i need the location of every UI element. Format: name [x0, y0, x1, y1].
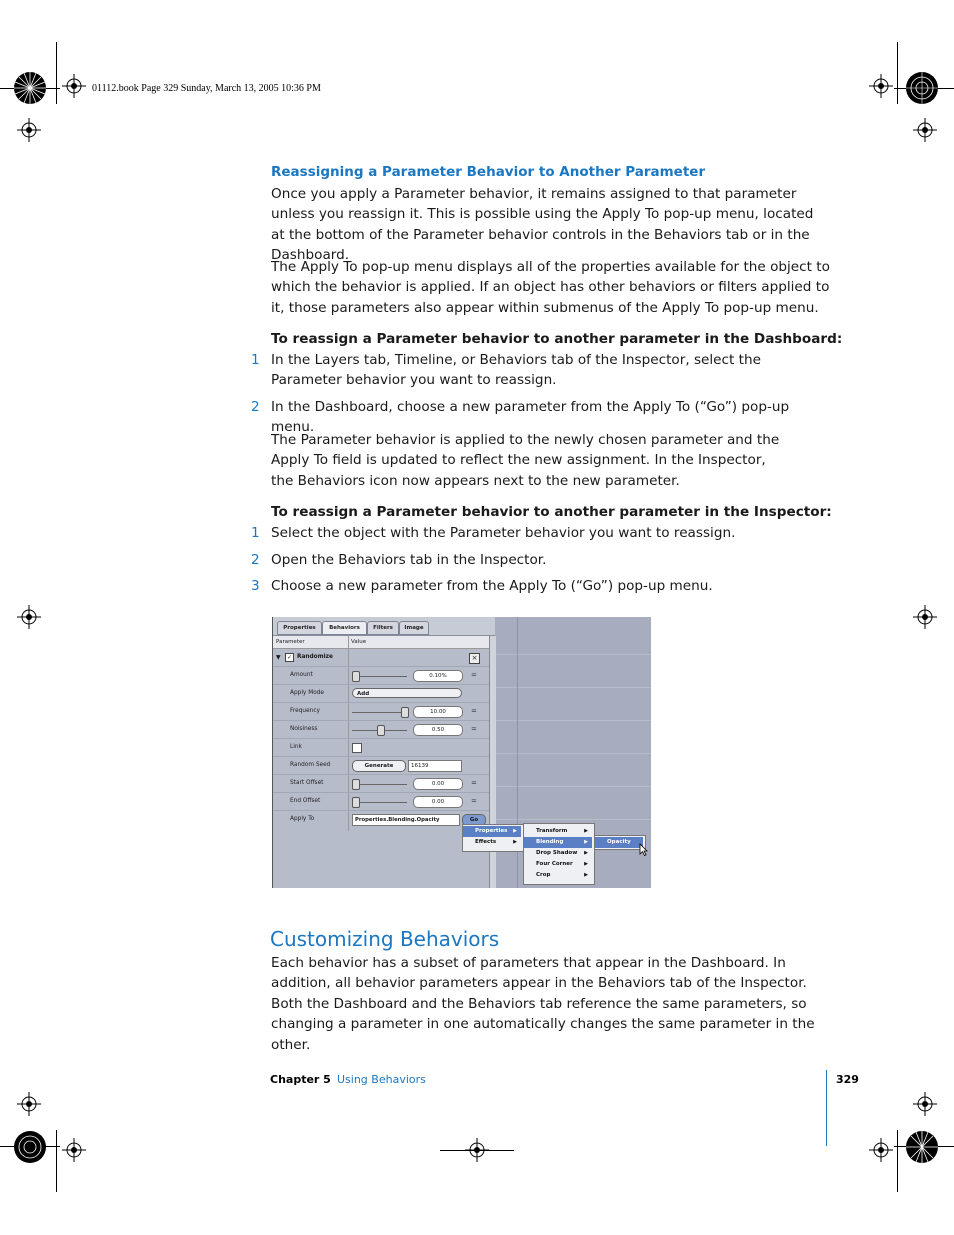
properties-submenu	[523, 823, 595, 885]
procedure-lead: To reassign a Parameter behavior to another parameter in the Dashboard:	[271, 331, 843, 347]
behavior-name: Randomize	[297, 654, 333, 660]
param-row-random-seed	[273, 757, 489, 775]
start-offset-field[interactable]: 0.00	[413, 778, 463, 790]
registration-crosshair-icon	[869, 74, 893, 98]
registration-crosshair-icon	[17, 118, 41, 142]
param-label: Random Seed	[290, 762, 331, 768]
step-number: 2	[251, 399, 260, 415]
footer-divider	[826, 1070, 827, 1146]
step-number: 1	[251, 525, 260, 541]
menu-item-label: Transform	[536, 828, 568, 834]
param-row-start-offset	[273, 775, 489, 793]
mouse-pointer-icon	[639, 843, 648, 856]
end-offset-slider[interactable]	[352, 802, 407, 803]
crop-mark	[897, 1130, 898, 1192]
crop-mark	[56, 42, 57, 104]
section-heading: Customizing Behaviors	[270, 927, 500, 951]
param-row-apply-to	[273, 811, 489, 828]
param-label: Noisiness	[290, 726, 318, 732]
generate-button[interactable]: Generate	[352, 760, 406, 772]
seed-field[interactable]: 16139	[408, 760, 462, 772]
noisiness-field[interactable]: 0.50	[413, 724, 463, 736]
step-text: Open the Behaviors tab in the Inspector.	[271, 552, 547, 568]
apply-to-menu	[462, 824, 524, 852]
param-label: Apply To	[290, 816, 315, 822]
keyframe-icon[interactable]: =	[471, 725, 477, 733]
menu-item-opacity[interactable]: Opacity	[595, 837, 643, 848]
crop-mark	[56, 1130, 57, 1192]
step-text: In the Dashboard, choose a new parameter from the Apply To (“Go”) pop-up menu.	[271, 399, 790, 436]
step-text: Select the object with the Parameter behavior you want to reassign.	[271, 525, 736, 541]
menu-item-label: Four Corner	[536, 861, 573, 867]
submenu-arrow-icon: ▶	[584, 850, 588, 856]
tab-image[interactable]: Image	[399, 621, 429, 635]
amount-field[interactable]: 0.10%	[413, 670, 463, 682]
keyframe-icon[interactable]: =	[471, 707, 477, 715]
subsection-heading: Reassigning a Parameter Behavior to Another Parameter	[271, 164, 706, 180]
registration-crosshair-icon	[913, 1092, 937, 1116]
registration-crosshair-icon	[62, 1138, 86, 1162]
submenu-arrow-icon: ▶	[584, 828, 588, 834]
apply-mode-popup[interactable]: Add	[352, 688, 462, 698]
menu-item-label: Drop Shadow	[536, 850, 578, 856]
param-label: Start Offset	[290, 780, 324, 786]
crop-mark	[897, 42, 898, 104]
tab-behaviors[interactable]: Behaviors	[322, 621, 367, 635]
step-text: In the Layers tab, Timeline, or Behaviors tab of the Inspector, select the Parameter behavior you want to reassign.	[271, 352, 761, 389]
param-label: Amount	[290, 672, 313, 678]
crop-mark	[440, 1150, 514, 1151]
slider-knob[interactable]	[377, 725, 385, 736]
param-row-amount	[273, 667, 489, 685]
print-header-stamp: 01112.book Page 329 Sunday, March 13, 2005 10:36 PM	[92, 83, 321, 94]
step-number: 1	[251, 352, 260, 368]
tab-filters[interactable]: Filters	[367, 621, 399, 635]
intro-paragraph: The Apply To pop-up menu displays all of the properties available for the object to which the behavior is applied. If an object has other behaviors or filters applied to it, those parameters also appear within submenus of the Apply To pop-up menu.	[271, 259, 830, 316]
procedure-lead: To reassign a Parameter behavior to another parameter in the Inspector:	[271, 504, 832, 520]
slider-knob[interactable]	[352, 797, 360, 808]
go-popup-button[interactable]: Go	[462, 814, 486, 826]
submenu-arrow-icon: ▶	[584, 872, 588, 878]
footer-chapter: Chapter 5	[270, 1073, 331, 1086]
menu-item-label: Blending	[536, 839, 564, 845]
inspector-screenshot	[272, 617, 651, 888]
slider-knob[interactable]	[352, 779, 360, 790]
menu-item-effects[interactable]	[463, 837, 521, 848]
footer-chapter-title: Using Behaviors	[337, 1073, 426, 1086]
starburst-target-icon	[905, 1130, 939, 1164]
enable-checkbox[interactable]: ✓	[286, 654, 293, 661]
keyframe-icon[interactable]: =	[471, 671, 477, 679]
frequency-slider[interactable]	[352, 712, 407, 713]
registration-crosshair-icon	[17, 605, 41, 629]
menu-item-drop-shadow[interactable]	[524, 848, 592, 859]
param-label: End Offset	[290, 798, 321, 804]
slider-knob[interactable]	[352, 671, 360, 682]
param-label: Apply Mode	[290, 690, 325, 696]
param-row-apply-mode	[273, 685, 489, 703]
param-label: Link	[290, 744, 302, 750]
concentric-target-icon	[13, 1130, 47, 1164]
menu-item-four-corner[interactable]	[524, 859, 592, 870]
keyframe-icon[interactable]: =	[471, 779, 477, 787]
step-number: 2	[251, 552, 260, 568]
tab-bar	[273, 617, 495, 636]
keyframe-icon[interactable]: =	[471, 797, 477, 805]
param-row-frequency	[273, 703, 489, 721]
param-row-link	[273, 739, 489, 757]
intro-paragraph: Once you apply a Parameter behavior, it remains assigned to that parameter unless you reassign it. This is possible using the Apply To pop-up menu, located at the bottom of the Parameter behavior controls in the Behaviors tab or in the Dashboard.	[271, 186, 814, 264]
column-parameter: Parameter	[276, 639, 305, 645]
menu-item-transform[interactable]	[524, 826, 592, 837]
param-row-end-offset	[273, 793, 489, 811]
concentric-target-icon	[905, 71, 939, 105]
registration-crosshair-icon	[913, 118, 937, 142]
menu-item-blending[interactable]	[524, 837, 592, 848]
disclosure-triangle-icon[interactable]: ▼	[276, 654, 281, 661]
registration-crosshair-icon	[62, 74, 86, 98]
param-label: Frequency	[290, 708, 320, 714]
section-paragraph: Each behavior has a subset of parameters that appear in the Dashboard. In addition, all behavior parameters appear in the Behaviors tab of the Inspector. Both the Dashboard and the Behaviors tab reference the same parameters, so changing a parameter in one automatically changes the same parameter in the other.	[271, 955, 815, 1053]
menu-item-properties[interactable]	[463, 826, 521, 837]
submenu-arrow-icon: ▶	[584, 839, 588, 845]
amount-slider[interactable]	[352, 676, 407, 677]
column-header	[273, 636, 489, 649]
end-offset-field[interactable]: 0.00	[413, 796, 463, 808]
registration-crosshair-icon	[17, 1092, 41, 1116]
step-number: 3	[251, 578, 260, 594]
menu-item-label: Effects	[475, 839, 497, 845]
behavior-header-row	[273, 649, 489, 667]
slider-knob[interactable]	[401, 707, 409, 718]
step-text: Choose a new parameter from the Apply To (“Go”) pop-up menu.	[271, 578, 713, 594]
column-value: Value	[351, 639, 367, 645]
registration-crosshair-icon	[913, 605, 937, 629]
start-offset-slider[interactable]	[352, 784, 407, 785]
registration-crosshair-icon	[869, 1138, 893, 1162]
param-row-noisiness	[273, 721, 489, 739]
close-icon[interactable]: ×	[469, 653, 480, 664]
menu-item-label: Crop	[536, 872, 551, 878]
tab-properties[interactable]: Properties	[277, 621, 322, 635]
page-number: 329	[836, 1073, 859, 1086]
submenu-arrow-icon: ▶	[513, 828, 517, 834]
frequency-field[interactable]: 10.00	[413, 706, 463, 718]
submenu-arrow-icon: ▶	[584, 861, 588, 867]
submenu-arrow-icon: ▶	[513, 839, 517, 845]
starburst-target-icon	[13, 71, 47, 105]
menu-item-label: Properties	[475, 828, 508, 834]
menu-item-crop[interactable]	[524, 870, 592, 881]
apply-to-field: Properties.Blending.Opacity	[352, 814, 460, 826]
link-checkbox[interactable]	[352, 743, 362, 753]
result-paragraph: The Parameter behavior is applied to the newly chosen parameter and the Apply To field is updated to reflect the new assignment. In the Inspector, the Behaviors icon now appears next to the new parameter.	[271, 432, 780, 489]
